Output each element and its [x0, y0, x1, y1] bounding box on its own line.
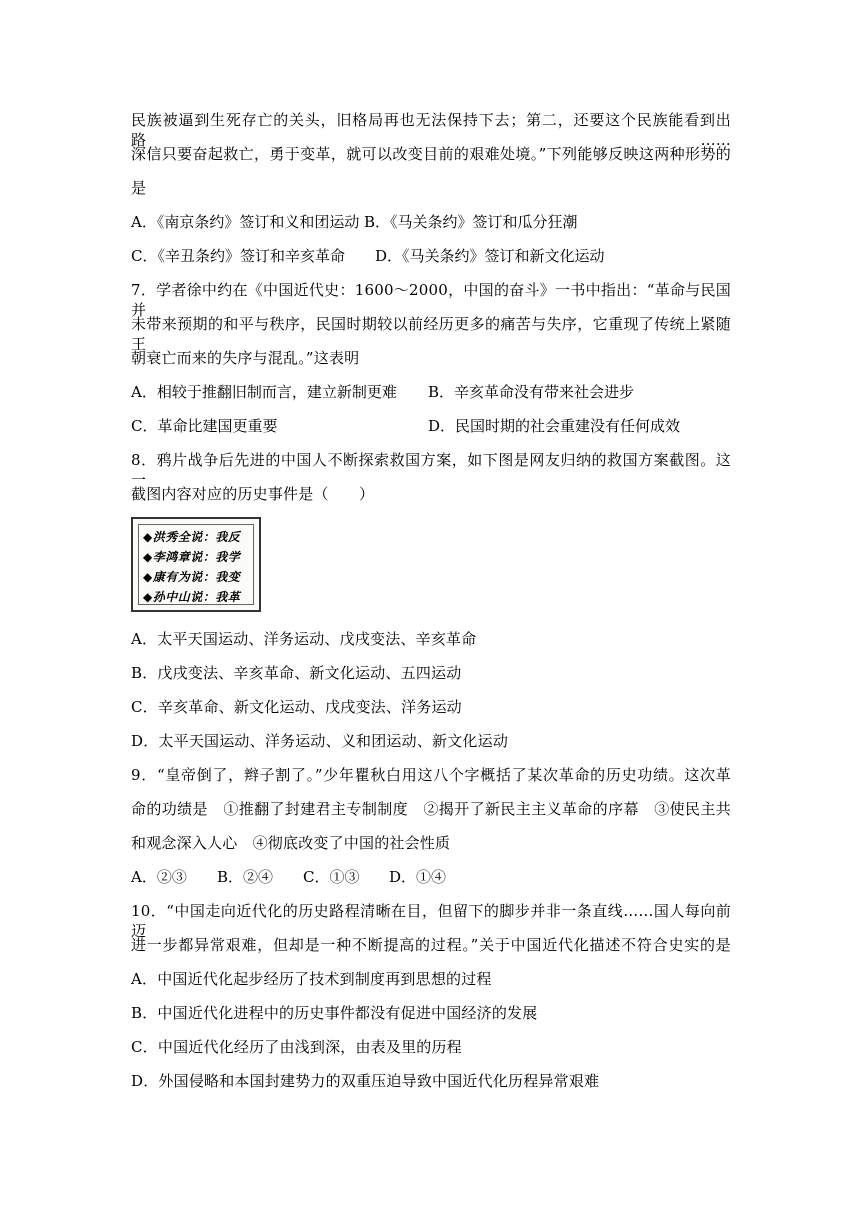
q9-option-c: C．①③: [303, 868, 360, 886]
q8-image-line-2: ◆李鸿章说：我学: [143, 550, 241, 564]
q7-options-row-2: [131, 416, 731, 436]
q9-options-row: [131, 867, 731, 887]
q8-screenshot-inner-frame: [138, 524, 254, 605]
q6-options-row-2: [131, 246, 731, 266]
q7-option-d: D．民国时期的社会重建没有任何成效: [428, 417, 681, 435]
q10-stem-line-2: 进一步都异常艰难，但却是一种不断提高的过程。”关于中国近代化描述不符合史实的是: [131, 936, 731, 954]
q6-text-line-3: 是: [131, 179, 147, 197]
q8-option-c: C．辛亥革命、新文化运动、戊戌变法、洋务运动: [131, 698, 462, 716]
q9-option-b: B．②④: [217, 868, 274, 886]
q8-screenshot-image: [131, 517, 261, 612]
q9-option-d: D．①④: [389, 868, 447, 886]
q8-option-a: A．太平天国运动、洋务运动、戊戌变法、辛亥革命: [131, 630, 477, 648]
q8-stem-line-2: 截图内容对应的历史事件是（ ）: [131, 485, 375, 503]
q8-image-line-3: ◆康有为说：我变: [143, 570, 241, 584]
q6-option-b: B．《马关条约》签订和瓜分狂潮: [364, 213, 578, 231]
q7-stem-line-2: 未带来预期的和平与秩序，民国时期较以前经历更多的痛苦与失序，它重现了传统上紧随王: [131, 315, 731, 353]
q8-option-b: B．戊戌变法、辛亥革命、新文化运动、五四运动: [131, 664, 462, 682]
q6-text-line-1: 民族被逼到生死存亡的关头，旧格局再也无法保持下去；第二，还要这个民族能看到出路……: [131, 111, 731, 149]
q10-option-c: C．中国近代化经历了由浅到深，由表及里的历程: [131, 1038, 462, 1056]
q9-stem-line-2: 命的功绩是 ①推翻了封建君主专制制度 ②揭开了新民主主义革命的序幕 ③使民主共: [131, 800, 731, 818]
q9-stem-line-3: 和观念深入人心 ④彻底改变了中国的社会性质: [131, 834, 451, 852]
q9-stem-line-1: 9．“皇帝倒了，辫子割了。”少年瞿秋白用这八个字概括了某次革命的历史功绩。这次革: [131, 766, 731, 784]
q7-stem-line-1: 7．学者徐中约在《中国近代史：1600～2000，中国的奋斗》一书中指出：“革命与民国并: [131, 281, 731, 319]
q6-option-d: D．《马关条约》签订和新文化运动: [375, 247, 605, 265]
q6-option-a: A．《南京条约》签订和义和团运动: [131, 213, 360, 231]
q6-options-row-1: [131, 212, 731, 232]
q9-option-a: A．②③: [131, 868, 187, 886]
q10-option-b: B．中国近代化进程中的历史事件都没有促进中国经济的发展: [131, 1004, 538, 1022]
q6-option-c: C．《辛丑条约》签订和辛亥革命: [131, 247, 345, 265]
q10-option-a: A．中国近代化起步经历了技术到制度再到思想的过程: [131, 970, 492, 988]
q7-stem-line-3: 朝衰亡而来的失序与混乱。”这表明: [131, 349, 360, 367]
q8-stem-line-1: 8．鸦片战争后先进的中国人不断探索救国方案，如下图是网友归纳的救国方案截图。这一: [131, 451, 731, 489]
q7-option-b: B．辛亥革命没有带来社会进步: [428, 383, 635, 401]
q8-image-line-4: ◆孙中山说：我革: [143, 590, 241, 604]
q10-option-d: D．外国侵略和本国封建势力的双重压迫导致中国近代化历程异常艰难: [131, 1072, 600, 1090]
q7-options-row-1: [131, 382, 731, 402]
q6-text-line-2: 深信只要奋起救亡，勇于变革，就可以改变目前的艰难处境。”下列能够反映这两种形势的: [131, 145, 731, 163]
q7-option-a: A．相较于推翻旧制而言，建立新制更难: [131, 383, 397, 401]
q7-option-c: C．革命比建国更重要: [131, 417, 278, 435]
q8-option-d: D．太平天国运动、洋务运动、义和团运动、新文化运动: [131, 732, 509, 750]
q10-stem-line-1: 10．“中国走向近代化的历史路程清晰在目，但留下的脚步并非一条直线……国人每向前迈: [131, 902, 731, 940]
q8-image-line-1: ◆洪秀全说：我反: [143, 530, 241, 544]
